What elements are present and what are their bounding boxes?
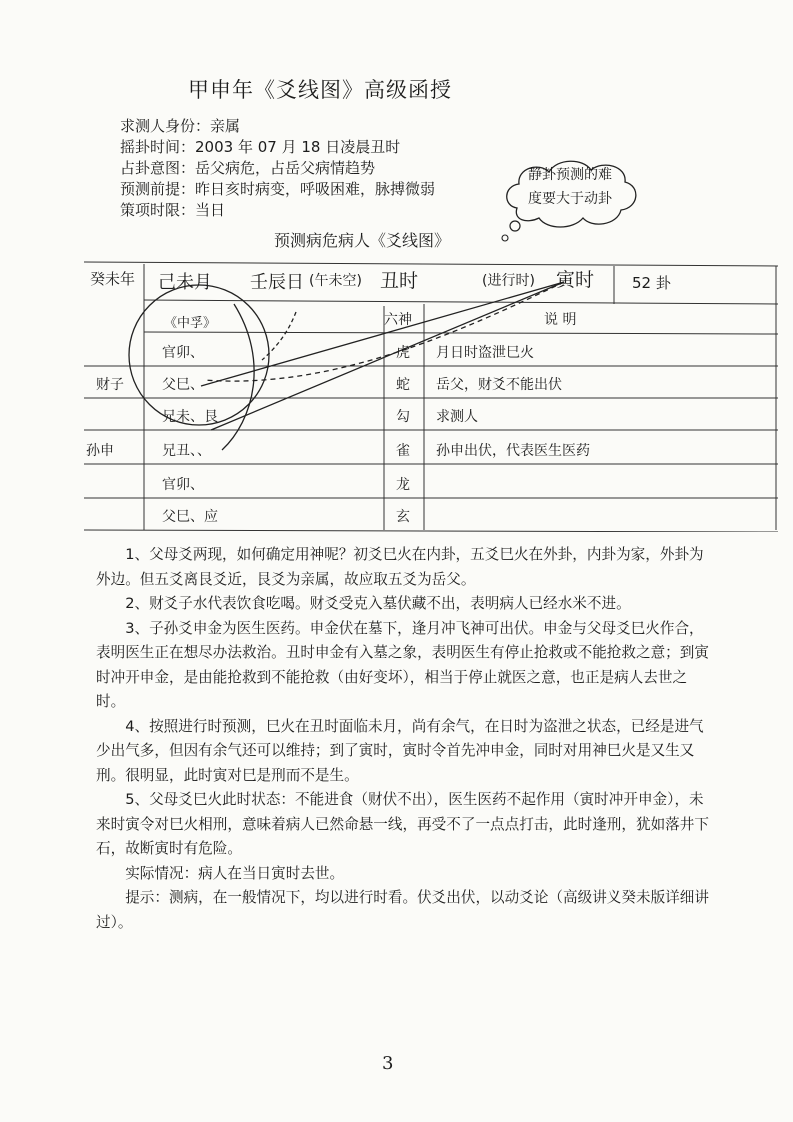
cloud-note: [528, 163, 612, 211]
month-label: 己未月: [158, 272, 212, 293]
yao-text: 官卯、: [162, 345, 204, 361]
info-intent: 占卦意图：岳父病危，占岳父病情趋势: [120, 159, 376, 177]
consultation-info: [120, 116, 435, 221]
liushen-header: 六神: [384, 312, 412, 328]
gua-name: 《中孚》: [164, 316, 217, 331]
yao-text: 父巳、应: [162, 509, 218, 525]
liushen-text: 龙: [396, 477, 410, 493]
info-identity: 求测人身份：亲属: [120, 117, 241, 135]
yao-line-chart: [84, 260, 778, 532]
cloud-line-2: 度要大于动卦: [528, 191, 612, 207]
cloud-line-1: 静卦预测的难: [528, 167, 612, 183]
hour-label: 丑时: [380, 270, 419, 292]
analysis-paragraph: 2、财爻子水代表饮食吃喝。财爻受克入墓伏藏不出，表明病人已经水米不进。: [125, 595, 631, 612]
day-label: 壬辰日: [250, 272, 304, 293]
liushen-text: 玄: [396, 509, 410, 525]
kong-label: (午未空): [309, 273, 362, 289]
liushen-text: 雀: [396, 443, 410, 459]
liushen-text: 蛇: [396, 377, 410, 393]
year-label: 癸未年: [90, 270, 136, 288]
fushen-label: 孙申: [86, 443, 114, 459]
page-title: 甲申年《爻线图》高级函授: [188, 78, 452, 102]
note-text: 孙申出伏，代表医生医药: [436, 443, 590, 459]
analysis-paragraph: 5、父母爻巳火此时状态：不能进食（财伏不出），医生医药不起作用（寅时冲开申金），未来时寅令对巳火相刑，意味着病人已然命悬一线，再受不了一点点打击，此时逢刑，犹如落井下石，故断寅时有危险。: [96, 791, 709, 857]
actual-result: 实际情况：病人在当日寅时去世。: [125, 864, 345, 882]
liushen-text: 虎: [396, 345, 410, 361]
yao-text: 兄未、艮: [162, 409, 218, 425]
yao-text: 官卯、: [162, 477, 204, 493]
note-header: 说 明: [544, 312, 577, 328]
analysis-paragraph: 4、按照进行时预测，巳火在丑时面临未月，尚有余气，在日时为盗泄之状态，已经是进气少出气多，但因有余气还可以维持；到了寅时，寅时令首先冲申金，同时对用神巳火是又生又刑。很明显，此时寅对巳是刑而不是生。: [96, 717, 704, 784]
fushen-label: 财子: [96, 377, 124, 393]
liushen-text: 勾: [396, 409, 410, 425]
diagram-subtitle: 预测病危病人《爻线图》: [274, 231, 451, 250]
yao-text: 父巳、: [162, 377, 204, 393]
analysis-paragraph: 3、子孙爻申金为医生医药。申金伏在墓下，逢月冲飞神可出伏。申金与父母爻巳火作合，表明医生正在想尽办法救治。丑时申金有入墓之象，表明医生有停止抢救或不能抢救之意；到寅时冲开申金，是由能抢救到不能抢救（由好变坏），相当于停止就医之意，也正是病人去世之时。: [96, 619, 709, 710]
yao-text: 兄丑、、: [162, 443, 211, 459]
note-text: 月日时盗泄巳火: [436, 345, 534, 361]
page-number: 3: [382, 1053, 394, 1074]
analysis-paragraph: 1、父母爻两现，如何确定用神呢？初爻巳火在内卦，五爻巳火在外卦，内卦为家，外卦为外边。但五爻离艮爻近，艮爻为亲属，故应取五爻为岳父。: [96, 546, 704, 588]
info-premise: 预测前提：昨日亥时病变，呼吸困难，脉搏微弱: [120, 180, 436, 198]
info-limit: 策项时限：当日: [120, 201, 226, 219]
tip-paragraph: 提示：测病，在一般情况下，均以进行时看。伏爻出伏，以动爻论（高级讲义癸未版详细讲过）。: [96, 889, 709, 931]
info-time: 摇卦时间：2003 年 07 月 18 日凌晨丑时: [120, 138, 401, 156]
progress-label: (进行时): [482, 273, 535, 289]
progress-hour-label: 寅时: [556, 269, 595, 291]
gua-number: 52 卦: [632, 274, 671, 292]
analysis-text: [96, 543, 714, 935]
note-text: 岳父，财爻不能出伏: [436, 377, 562, 393]
note-text: 求测人: [436, 409, 478, 425]
